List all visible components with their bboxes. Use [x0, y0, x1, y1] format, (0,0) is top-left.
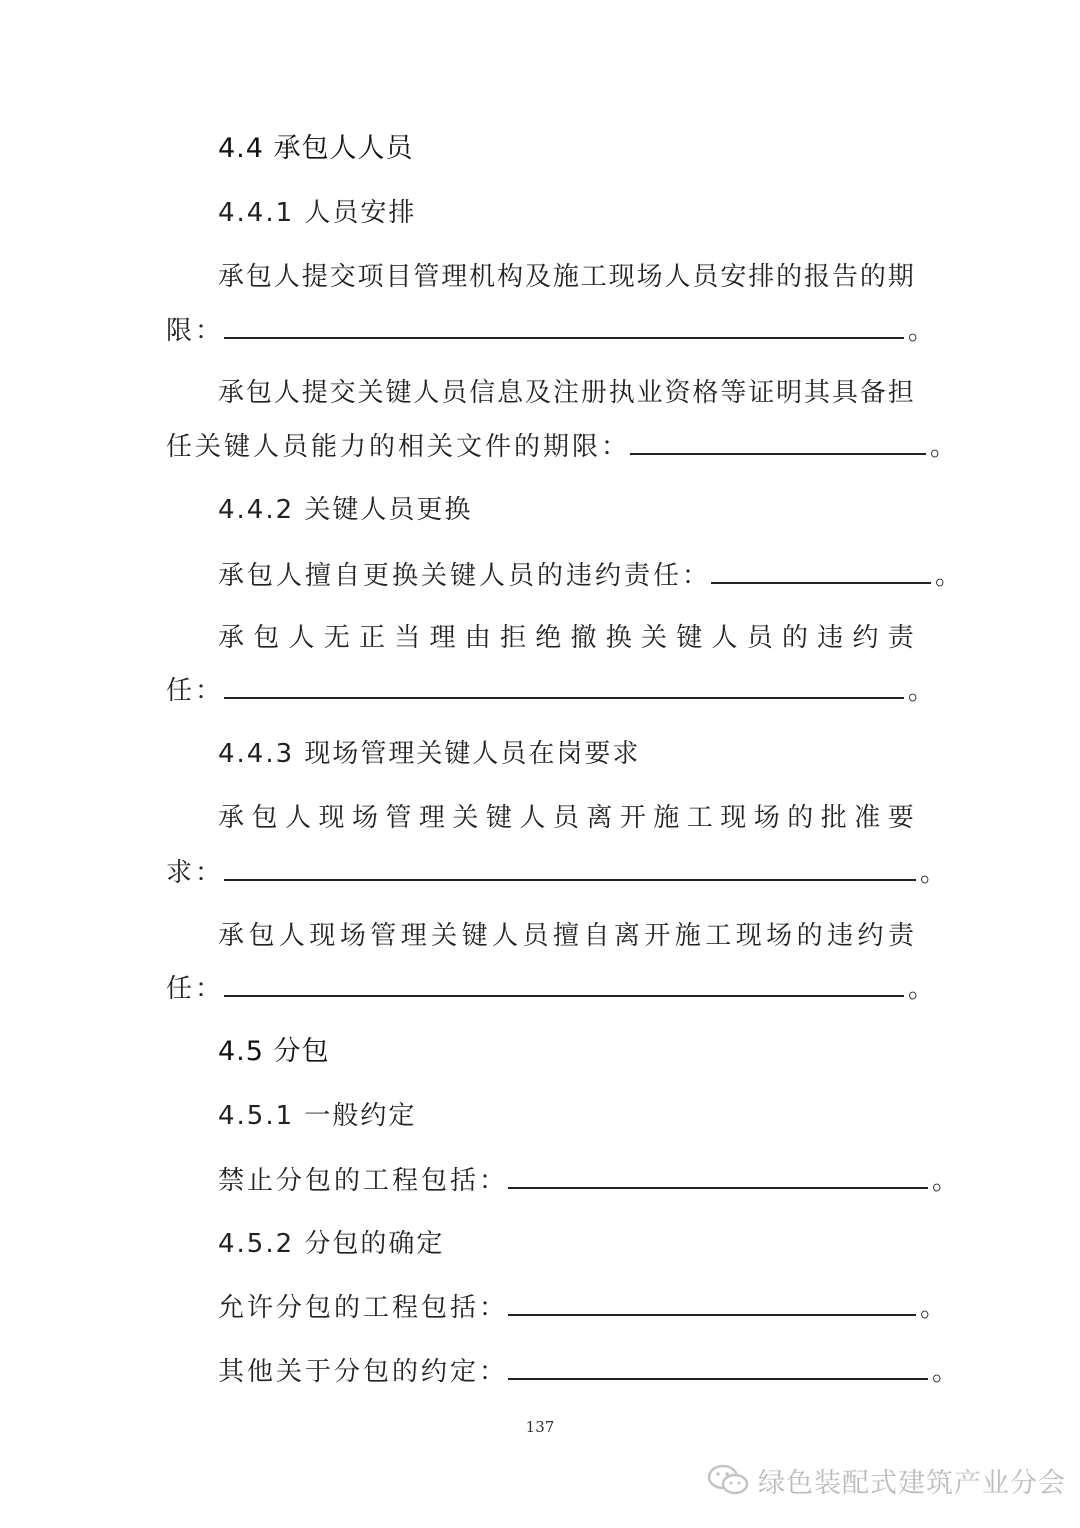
justified-char: 交 [329, 262, 356, 292]
justified-char: 批 [820, 803, 847, 833]
wechat-icon [706, 1462, 750, 1498]
justified-char: 备 [859, 378, 886, 408]
justified-char: 交 [329, 378, 356, 408]
justified-char: 承 [218, 378, 245, 408]
period-mark: 。 [932, 1357, 962, 1387]
justified-char: 换 [605, 623, 632, 653]
justified-char: 业 [636, 378, 663, 408]
label-text: 禁止分包的工程包括： [218, 1166, 509, 1196]
label-text: 承包人擅自更换关键人员的违约责任： [218, 561, 712, 591]
justified-char: 理 [418, 803, 445, 833]
justified-char: 人 [273, 262, 300, 292]
justified-char: 工 [705, 921, 732, 951]
paragraph-report-deadline-line1 [218, 259, 914, 295]
justified-char: 具 [831, 378, 858, 408]
justified-char: 的 [776, 262, 803, 292]
paragraph-allowed-subcontract [218, 1290, 949, 1326]
justified-char: 资 [664, 378, 691, 408]
justified-char: 现 [735, 921, 762, 951]
justified-char: 包 [245, 378, 272, 408]
justified-char: 册 [580, 378, 607, 408]
justified-char: 关 [431, 921, 458, 951]
justified-char: 违 [827, 921, 854, 951]
justified-char: 施 [653, 803, 680, 833]
fill-in-blank[interactable] [224, 855, 916, 881]
label-text: 任： [166, 974, 225, 1004]
justified-char: 人 [519, 803, 546, 833]
justified-char: 目 [385, 262, 412, 292]
paragraph-other-subcontract [218, 1354, 961, 1390]
paragraph-report-deadline-line2 [166, 313, 937, 349]
justified-char: 包 [248, 921, 275, 951]
paragraph-unauthorized-leave-line1 [218, 918, 914, 954]
justified-char: 机 [469, 262, 496, 292]
subsection-heading-4-4-2: 4.4.2 关键人员更换 [218, 495, 473, 525]
justified-char: 执 [608, 378, 635, 408]
justified-char: 包 [251, 803, 278, 833]
subsection-heading-4-5-2: 4.5.2 分包的确定 [218, 1229, 445, 1259]
justified-char: 绝 [535, 623, 562, 653]
fill-in-blank[interactable] [508, 1290, 916, 1316]
period-mark: 。 [908, 676, 938, 706]
justified-char: 理 [441, 262, 468, 292]
justified-char: 管 [370, 921, 397, 951]
label-text: 其他关于分包的约定： [218, 1357, 509, 1387]
justified-char: 承 [218, 921, 245, 951]
justified-char: 的 [859, 262, 886, 292]
justified-char: 关 [641, 623, 668, 653]
justified-char: 场 [339, 921, 366, 951]
period-mark: 。 [932, 1166, 962, 1196]
justified-char: 现 [318, 803, 345, 833]
justified-char: 员 [746, 623, 773, 653]
subsection-heading-4-4-3: 4.4.3 现场管理关键人员在岗要求 [218, 739, 641, 769]
justified-char: 承 [218, 803, 245, 833]
label-text: 任关键人员能力的相关文件的期限： [166, 432, 631, 462]
justified-char: 键 [676, 623, 703, 653]
label-text: 限： [166, 316, 225, 346]
justified-char: 场 [766, 921, 793, 951]
justified-char: 的 [782, 623, 809, 653]
justified-char: 关 [357, 378, 384, 408]
justified-char: 息 [497, 378, 524, 408]
justified-char: 排 [748, 262, 775, 292]
fill-in-blank[interactable] [224, 971, 904, 997]
justified-char: 员 [522, 921, 549, 951]
justified-char: 承 [218, 623, 245, 653]
justified-char: 违 [817, 623, 844, 653]
justified-char: 开 [619, 803, 646, 833]
watermark-text: 绿色装配式建筑产业分会 [758, 1467, 1066, 1499]
fill-in-blank[interactable] [711, 558, 931, 584]
label-text: 允许分包的工程包括： [218, 1293, 509, 1323]
justified-char: 关 [452, 803, 479, 833]
justified-char: 键 [485, 803, 512, 833]
justified-char: 离 [586, 803, 613, 833]
paragraph-key-personnel-docs-line1 [218, 375, 914, 411]
justified-char: 理 [400, 921, 427, 951]
justified-char: 担 [887, 378, 914, 408]
justified-char: 责 [887, 921, 914, 951]
paragraph-unauthorized-leave-line2 [166, 971, 937, 1007]
justified-char: 场 [351, 803, 378, 833]
justified-char: 其 [804, 378, 831, 408]
justified-char: 理 [429, 623, 456, 653]
justified-char: 人 [273, 378, 300, 408]
justified-char: 键 [461, 921, 488, 951]
justified-char: 当 [394, 623, 421, 653]
justified-char: 施 [552, 262, 579, 292]
fill-in-blank[interactable] [224, 673, 904, 699]
justified-char: 键 [385, 378, 412, 408]
justified-char: 施 [674, 921, 701, 951]
justified-char: 承 [218, 262, 245, 292]
justified-char: 项 [357, 262, 384, 292]
paragraph-key-personnel-docs-line2 [166, 429, 959, 465]
justified-char: 拒 [500, 623, 527, 653]
justified-char: 场 [636, 262, 663, 292]
page-number: 137 [525, 1418, 555, 1436]
justified-char: 格 [692, 378, 719, 408]
justified-char: 无 [323, 623, 350, 653]
justified-char: 人 [278, 921, 305, 951]
justified-char: 开 [644, 921, 671, 951]
label-text: 任： [166, 676, 225, 706]
justified-char: 告 [831, 262, 858, 292]
justified-char: 提 [301, 262, 328, 292]
justified-char: 场 [753, 803, 780, 833]
justified-char: 约 [857, 921, 884, 951]
justified-char: 安 [720, 262, 747, 292]
label-text: 求： [166, 858, 225, 888]
paragraph-unauthorized-replacement [218, 558, 964, 594]
justified-char: 及 [524, 378, 551, 408]
justified-char: 及 [524, 262, 551, 292]
justified-char: 管 [413, 262, 440, 292]
justified-char: 构 [497, 262, 524, 292]
justified-char: 现 [608, 262, 635, 292]
period-mark: 。 [908, 974, 938, 1004]
section-heading-4-4: 4.4 承包人人员 [218, 133, 414, 164]
subsection-heading-4-5-1: 4.5.1 一般约定 [218, 1101, 417, 1131]
justified-char: 注 [552, 378, 579, 408]
fill-in-blank[interactable] [224, 313, 904, 339]
justified-char: 报 [804, 262, 831, 292]
subsection-heading-4-4-1: 4.4.1 人员安排 [218, 198, 417, 228]
justified-char: 约 [852, 623, 879, 653]
justified-char: 人 [711, 623, 738, 653]
period-mark: 。 [935, 561, 965, 591]
justified-char: 要 [887, 803, 914, 833]
paragraph-prohibited-subcontract [218, 1163, 961, 1199]
paragraph-refuse-replacement-line1 [218, 620, 914, 656]
justified-char: 明 [776, 378, 803, 408]
period-mark: 。 [920, 1293, 950, 1323]
justified-char: 离 [613, 921, 640, 951]
justified-char: 现 [309, 921, 336, 951]
justified-char: 由 [464, 623, 491, 653]
justified-char: 现 [720, 803, 747, 833]
fill-in-blank[interactable] [508, 1354, 928, 1380]
period-mark: 。 [908, 316, 938, 346]
justified-char: 包 [253, 623, 280, 653]
justified-char: 期 [887, 262, 914, 292]
period-mark: 。 [920, 858, 950, 888]
justified-char: 人 [413, 378, 440, 408]
justified-char: 的 [787, 803, 814, 833]
paragraph-leave-approval-line1 [218, 800, 914, 836]
justified-char: 擅 [552, 921, 579, 951]
paragraph-refuse-replacement-line2 [166, 673, 937, 709]
paragraph-leave-approval-line2 [166, 855, 949, 891]
justified-char: 证 [748, 378, 775, 408]
justified-char: 责 [887, 623, 914, 653]
period-mark: 。 [930, 432, 960, 462]
watermark [706, 1460, 1066, 1500]
justified-char: 包 [245, 262, 272, 292]
fill-in-blank[interactable] [630, 429, 926, 455]
justified-char: 信 [469, 378, 496, 408]
justified-char: 员 [552, 803, 579, 833]
justified-char: 撤 [570, 623, 597, 653]
justified-char: 等 [720, 378, 747, 408]
justified-char: 人 [664, 262, 691, 292]
justified-char: 人 [492, 921, 519, 951]
justified-char: 员 [692, 262, 719, 292]
justified-char: 工 [580, 262, 607, 292]
justified-char: 准 [854, 803, 881, 833]
justified-char: 人 [284, 803, 311, 833]
justified-char: 管 [385, 803, 412, 833]
justified-char: 的 [796, 921, 823, 951]
section-heading-4-5: 4.5 分包 [218, 1036, 330, 1067]
justified-char: 员 [441, 378, 468, 408]
justified-char: 自 [583, 921, 610, 951]
justified-char: 提 [301, 378, 328, 408]
justified-char: 人 [288, 623, 315, 653]
fill-in-blank[interactable] [508, 1163, 928, 1189]
justified-char: 工 [686, 803, 713, 833]
justified-char: 正 [359, 623, 386, 653]
